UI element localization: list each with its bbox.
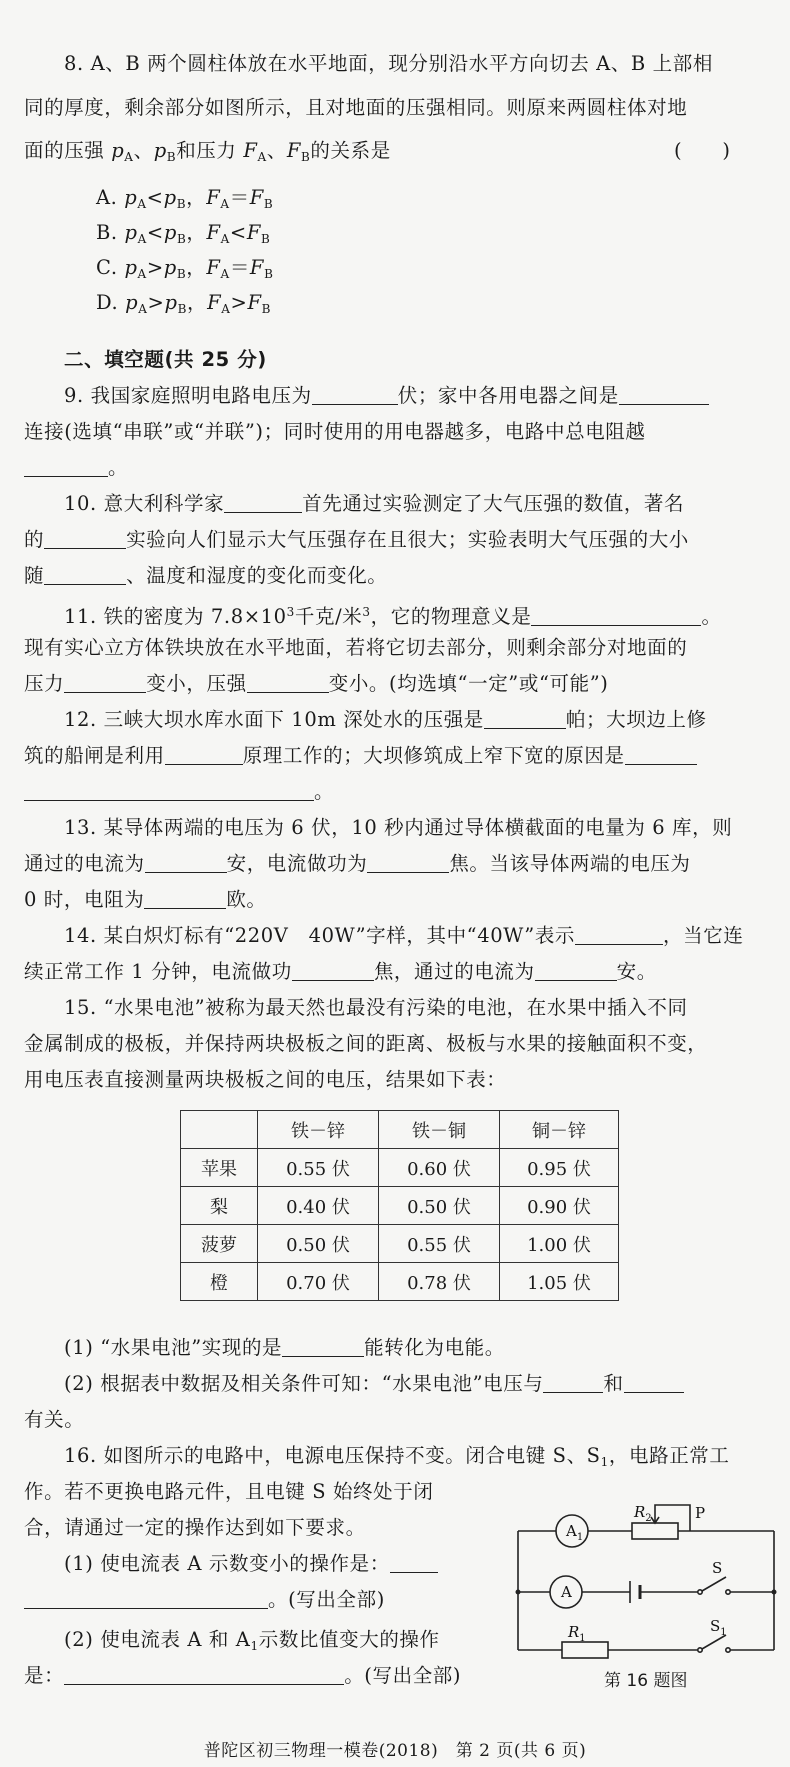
page-footer: 普陀区初三物理一模卷(2018) 第 2 页(共 6 页) <box>203 1741 587 1761</box>
q15-blank-1[interactable] <box>282 1334 364 1357</box>
q16-sub2-cont: 是： 。(写出全部) <box>24 1664 462 1687</box>
q13-line3: 0 时，电阻为 欧。 <box>24 888 267 911</box>
table-cell: 1.05 伏 <box>500 1263 619 1301</box>
label-s1: $S_1$ <box>710 1617 727 1638</box>
q14-blank-2[interactable] <box>292 958 374 981</box>
q11-blank-1[interactable] <box>531 603 701 626</box>
q15-line2: 金属制成的极板，并保持两块极板之间的距离、极板与水果的接触面积不变， <box>24 1032 708 1055</box>
circuit-diagram <box>512 1495 780 1675</box>
q16-line1: 16. 如图所示的电路中，电源电压保持不变。闭合电键 S、$S_1$，电路正常工 <box>64 1444 730 1469</box>
table-cell: 0.78 伏 <box>379 1263 500 1301</box>
q9-blank-2[interactable] <box>619 382 709 405</box>
resistor-r2 <box>632 1523 678 1539</box>
table-cell: 0.40 伏 <box>258 1187 379 1225</box>
fruit-battery-table <box>180 1110 619 1301</box>
q10-blank-2[interactable] <box>44 526 126 549</box>
resistor-r1 <box>562 1642 608 1658</box>
q13-line2: 通过的电流为 安，电流做功为 焦。当该导体两端的电压为 <box>24 852 691 875</box>
table-cell: 梨 <box>181 1187 258 1225</box>
q9-blank-1[interactable] <box>312 382 398 405</box>
q11-line1: 11. 铁的密度为 $7.8\times 10^3$千克/米$^3$，它的物理意义是 。 <box>64 605 722 628</box>
q9-line2: 连接(选填“串联”或“并联”)；同时使用的用电器越多，电路中总电阻越 <box>24 420 646 443</box>
label-r2: $R_2$ <box>634 1503 652 1524</box>
table-row <box>181 1263 619 1301</box>
q12-blank-3-cont[interactable] <box>24 778 314 801</box>
q16-line2: 作。若不更换电路元件，且电键 S 始终处于闭 <box>24 1480 434 1503</box>
q12-blank-1[interactable] <box>484 706 566 729</box>
table-cell: 1.00 伏 <box>500 1225 619 1263</box>
q11-blank-2[interactable] <box>64 670 146 693</box>
q15-sub2-end: 有关。 <box>24 1408 85 1431</box>
table-cell: 苹果 <box>181 1149 258 1187</box>
q9-line3: 。 <box>24 450 776 486</box>
q9-line1: 9. 我国家庭照明电路电压为 伏；家中各用电器之间是 <box>64 378 776 414</box>
q15-sub1: (1) “水果电池”实现的是 能转化为电能。 <box>64 1336 505 1359</box>
table-header-cell <box>181 1111 258 1149</box>
table-cell: 橙 <box>181 1263 258 1301</box>
q8-option-d[interactable]: D. $p_A>p_B$，$F_A>F_B$ <box>96 291 272 316</box>
label-s: S <box>712 1559 723 1577</box>
q16-blank-1[interactable] <box>390 1550 438 1573</box>
q8-option-a[interactable]: A. $p_A<p_B$，$F_A=F_B$ <box>96 186 274 211</box>
q11-blank-3[interactable] <box>247 670 329 693</box>
table-cell: 0.70 伏 <box>258 1263 379 1301</box>
q8-line1: 8. A、B 两个圆柱体放在水平地面，现分别沿水平方向切去 A、B 上部相 <box>64 52 713 75</box>
q15-line1: 15. “水果电池”被称为最天然也最没有污染的电池，在水果中插入不同 <box>64 996 688 1019</box>
q13-blank-2[interactable] <box>367 850 449 873</box>
q8-line2: 同的厚度，剩余部分如图所示，且对地面的压强相同。则原来两圆柱体对地 <box>24 96 688 119</box>
q11-line2: 现有实心立方体铁块放在水平地面，若将它切去部分，则剩余部分对地面的 <box>24 636 688 659</box>
section-title: 二、填空题(共 25 分) <box>64 348 267 371</box>
q13-line1: 13. 某导体两端的电压为 6 伏，10 秒内通过导体横截面的电量为 6 库，则 <box>64 816 733 839</box>
q12-line1: 12. 三峡大坝水库水面下 10m 深处水的压强是 帕；大坝边上修 <box>64 708 707 731</box>
q14-line2: 续正常工作 1 分钟，电流做功 焦，通过的电流为 安。 <box>24 960 657 983</box>
label-a1: $A_1$ <box>566 1522 584 1543</box>
q15-blank-3[interactable] <box>624 1370 684 1393</box>
label-p: P <box>695 1504 706 1522</box>
table-header-cell: 铁－锌 <box>258 1111 379 1149</box>
switch-s <box>702 1577 726 1591</box>
table-header-cell: 铜－锌 <box>500 1111 619 1149</box>
q16-blank-1-cont[interactable] <box>24 1586 268 1609</box>
q13-blank-3[interactable] <box>144 886 226 909</box>
q16-sub1: (1) 使电流表 A 示数变小的操作是： <box>64 1546 776 1582</box>
table-cell: 0.50 伏 <box>379 1187 500 1225</box>
q10-line2: 的 实验向人们显示大气压强存在且很大；实验表明大气压强的大小 <box>24 528 689 551</box>
table-cell: 0.55 伏 <box>258 1149 379 1187</box>
q16-sub2: (2) 使电流表 A 和 $A_1$示数比值变大的操作 <box>64 1628 440 1653</box>
q8-option-b[interactable]: B. $p_A<p_B$，$F_A<F_B$ <box>96 221 271 246</box>
q12-blank-3[interactable] <box>625 742 697 765</box>
table-cell: 菠萝 <box>181 1225 258 1263</box>
table-cell: 0.55 伏 <box>379 1225 500 1263</box>
q9-blank-3[interactable] <box>24 454 108 477</box>
q12-line3: 。 <box>24 774 776 810</box>
q12-blank-2[interactable] <box>165 742 243 765</box>
table-cell: 0.50 伏 <box>258 1225 379 1263</box>
table-cell: 0.95 伏 <box>500 1149 619 1187</box>
table-header-cell: 铁－铜 <box>379 1111 500 1149</box>
q14-blank-1[interactable] <box>575 922 663 945</box>
q14-line1: 14. 某白炽灯标有“220V 40W”字样，其中“40W”表示 ，当它连 <box>64 924 744 947</box>
table-row <box>181 1149 619 1187</box>
q16-sub1-cont: 。(写出全部) <box>24 1582 776 1618</box>
q10-blank-1[interactable] <box>224 490 302 513</box>
q10-blank-3[interactable] <box>44 562 126 585</box>
table-row <box>181 1225 619 1263</box>
q12-line2: 筑的船闸是利用 原理工作的；大坝修筑成上窄下宽的原因是 <box>24 738 776 774</box>
q16-blank-2[interactable] <box>64 1662 344 1685</box>
figure-caption: 第 16 题图 <box>604 1671 688 1691</box>
q8-line3: 面的压强 $p_A$、$p_B$和压力 $F_A$、$F_B$的关系是 ( ) <box>24 133 776 175</box>
table-row <box>181 1187 619 1225</box>
q10-line1: 10. 意大利科学家 首先通过实验测定了大气压强的数值，著名 <box>64 492 685 515</box>
q15-blank-2[interactable] <box>543 1370 603 1393</box>
q14-blank-3[interactable] <box>535 958 617 981</box>
q15-line3: 用电压表直接测量两块极板之间的电压，结果如下表： <box>24 1068 507 1091</box>
q8-answer-paren: ( ) <box>674 139 731 162</box>
q10-line3: 随 、温度和湿度的变化而变化。 <box>24 564 388 587</box>
label-r1: $R_1$ <box>568 1623 586 1644</box>
q15-sub2: (2) 根据表中数据及相关条件可知：“水果电池”电压与 和 <box>64 1366 776 1402</box>
table-header-row <box>181 1111 619 1149</box>
q13-blank-1[interactable] <box>145 850 227 873</box>
q8-option-c[interactable]: C. $p_A>p_B$，$F_A=F_B$ <box>96 256 274 281</box>
table-cell: 0.60 伏 <box>379 1149 500 1187</box>
q16-line3: 合，请通过一定的操作达到如下要求。 <box>24 1516 366 1539</box>
q11-line3: 压力 变小，压强 变小。(均选填“一定”或“可能”) <box>24 672 609 695</box>
table-cell: 0.90 伏 <box>500 1187 619 1225</box>
label-a: A <box>561 1583 572 1601</box>
